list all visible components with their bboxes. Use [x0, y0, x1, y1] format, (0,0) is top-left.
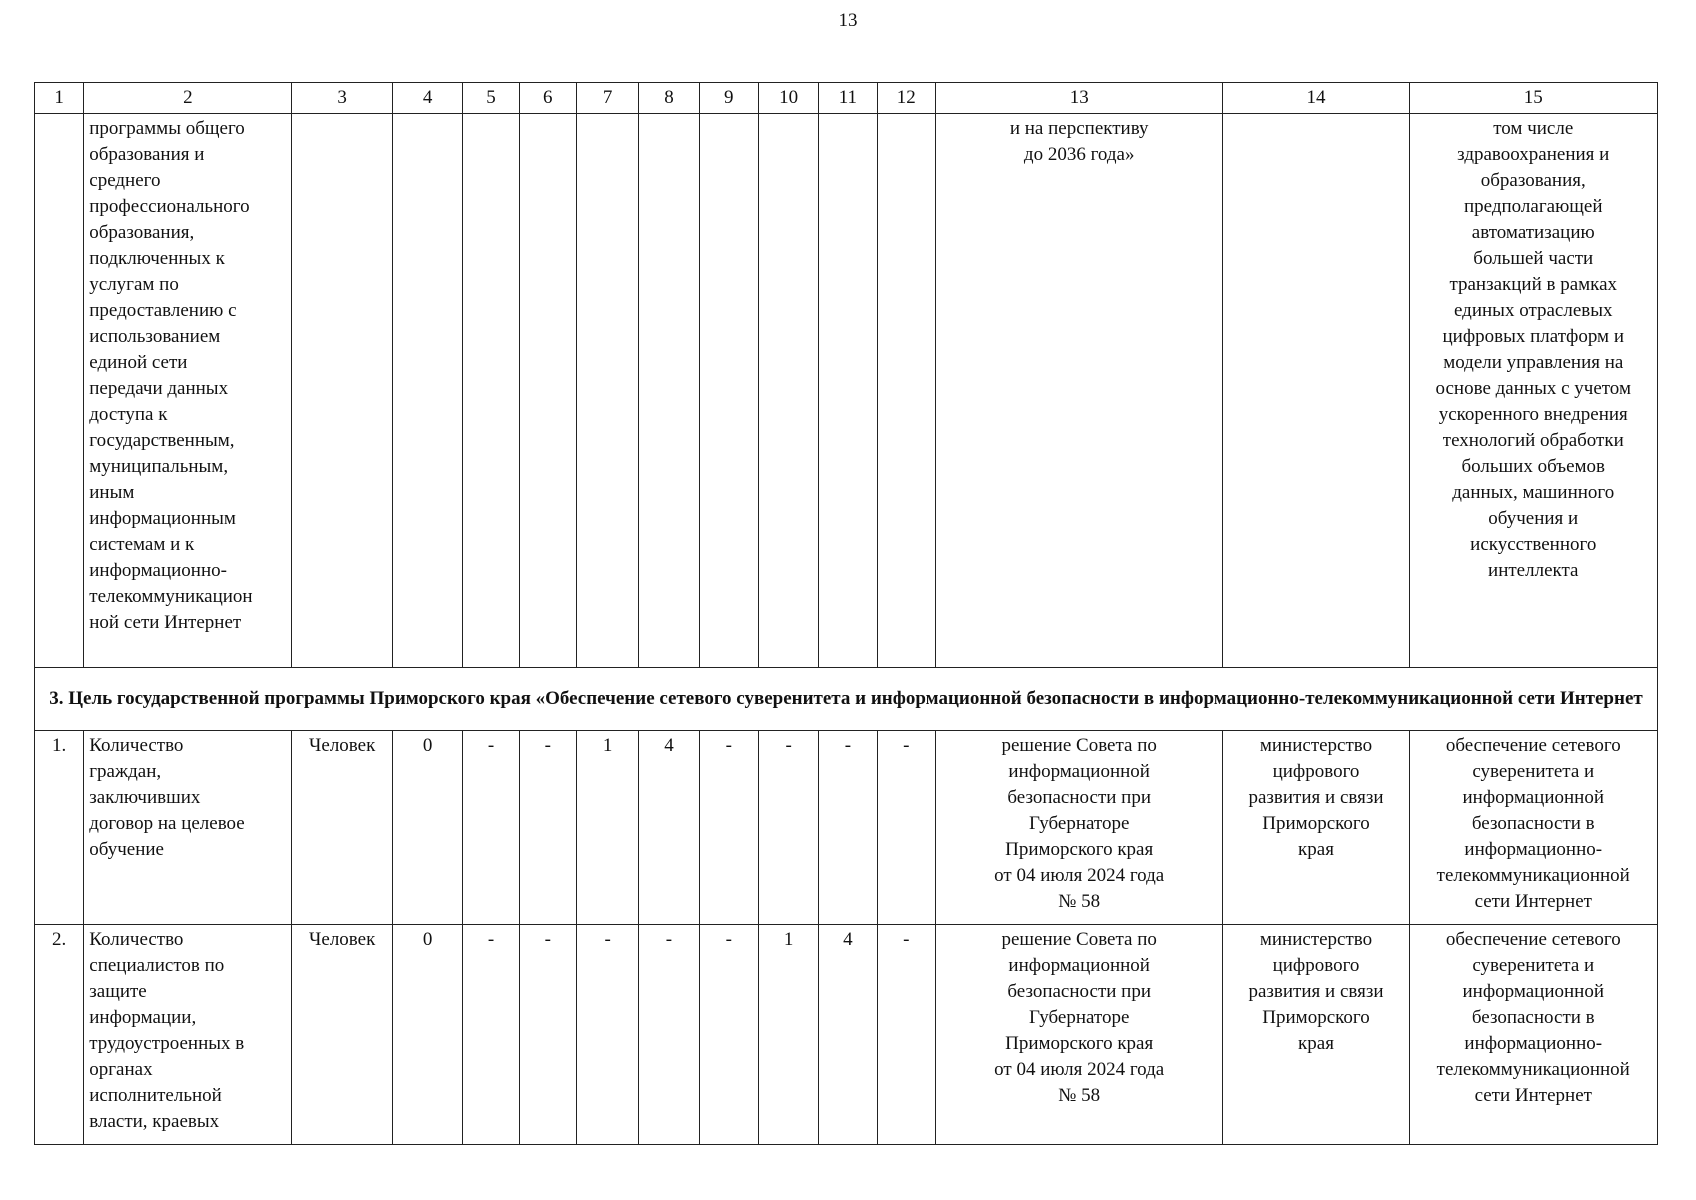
unit-cell: Человек [292, 731, 393, 925]
document-cell: решение Совета по информационной безопасности при Губернаторе Приморского края от 04 июля 2024 года № 58 [935, 731, 1223, 925]
value-cell-9: - [699, 731, 758, 925]
value-cell-7: - [576, 925, 638, 1145]
cont-cell-number [35, 114, 84, 668]
value-cell-9: - [699, 925, 758, 1145]
table-row [35, 731, 1658, 925]
header-cell-6: 6 [519, 83, 576, 114]
value-cell-5: - [463, 925, 519, 1145]
cont-cell-goal: том числе здравоохранения и образования, предполагающей автоматизацию большей части транзакций в рамках единых отраслевых цифровых платформ и модели управления на основе данных с учетом ускоренного внедрения технологий обработки больших объемов данных, машинного обучения и искусственного интеллекта [1409, 114, 1657, 668]
value-cell-6: - [519, 925, 576, 1145]
cont-cell-7 [576, 114, 638, 668]
cont-cell-11 [819, 114, 877, 668]
value-cell-4: 0 [392, 731, 462, 925]
value-cell-12: - [877, 731, 935, 925]
header-cell-8: 8 [639, 83, 699, 114]
responsible-cell: министерство цифрового развития и связи Приморского края [1223, 731, 1409, 925]
header-cell-12: 12 [877, 83, 935, 114]
header-cell-2: 2 [84, 83, 292, 114]
continuation-row [35, 114, 1658, 668]
unit-cell: Человек [292, 925, 393, 1145]
header-cell-10: 10 [758, 83, 818, 114]
value-cell-4: 0 [392, 925, 462, 1145]
header-cell-9: 9 [699, 83, 758, 114]
cont-cell-3 [292, 114, 393, 668]
value-cell-10: 1 [758, 925, 818, 1145]
value-cell-7: 1 [576, 731, 638, 925]
cont-cell-14 [1223, 114, 1409, 668]
header-cell-13: 13 [935, 83, 1223, 114]
value-cell-11: 4 [819, 925, 877, 1145]
header-cell-11: 11 [819, 83, 877, 114]
header-cell-4: 4 [392, 83, 462, 114]
cont-cell-9 [699, 114, 758, 668]
indicators-table [34, 82, 1658, 1145]
responsible-cell: министерство цифрового развития и связи Приморского края [1223, 925, 1409, 1145]
cont-cell-indicator: программы общего образования и среднего профессионального образования, подключенных к услугам по предоставлению с использованием единой сети передачи данных доступа к государственным, муниципальным, иным информационным системам и к информационно- телекоммуникацион ной сети Интернет [84, 114, 292, 668]
value-cell-8: 4 [639, 731, 699, 925]
row-number: 2. [35, 925, 84, 1145]
row-number: 1. [35, 731, 84, 925]
page-number: 13 [838, 10, 858, 31]
cont-cell-10 [758, 114, 818, 668]
cont-cell-12 [877, 114, 935, 668]
cont-cell-5 [463, 114, 519, 668]
section-row [35, 668, 1658, 731]
header-cell-3: 3 [292, 83, 393, 114]
value-cell-11: - [819, 731, 877, 925]
cont-cell-4 [392, 114, 462, 668]
cont-cell-8 [639, 114, 699, 668]
value-cell-6: - [519, 731, 576, 925]
header-cell-15: 15 [1409, 83, 1657, 114]
value-cell-10: - [758, 731, 818, 925]
goal-cell: обеспечение сетевого суверенитета и информационной безопасности в информационно- телекоммуникационной сети Интернет [1409, 925, 1657, 1145]
indicator-name: Количество специалистов по защите информации, трудоустроенных в органах исполнительной власти, краевых [84, 925, 292, 1145]
header-cell-7: 7 [576, 83, 638, 114]
header-row [35, 83, 1658, 114]
header-cell-1: 1 [35, 83, 84, 114]
value-cell-5: - [463, 731, 519, 925]
header-cell-14: 14 [1223, 83, 1409, 114]
cont-cell-document: и на перспективу до 2036 года» [935, 114, 1223, 668]
header-cell-5: 5 [463, 83, 519, 114]
section-title: 3. Цель государственной программы Приморского края «Обеспечение сетевого суверенитета и информационной безопасности в информационно-телекоммуникационной сети Интернет [35, 668, 1658, 731]
value-cell-8: - [639, 925, 699, 1145]
document-cell: решение Совета по информационной безопасности при Губернаторе Приморского края от 04 июля 2024 года № 58 [935, 925, 1223, 1145]
cont-cell-6 [519, 114, 576, 668]
value-cell-12: - [877, 925, 935, 1145]
indicator-name: Количество граждан, заключивших договор на целевое обучение [84, 731, 292, 925]
goal-cell: обеспечение сетевого суверенитета и информационной безопасности в информационно- телекоммуникационной сети Интернет [1409, 731, 1657, 925]
table-row [35, 925, 1658, 1145]
